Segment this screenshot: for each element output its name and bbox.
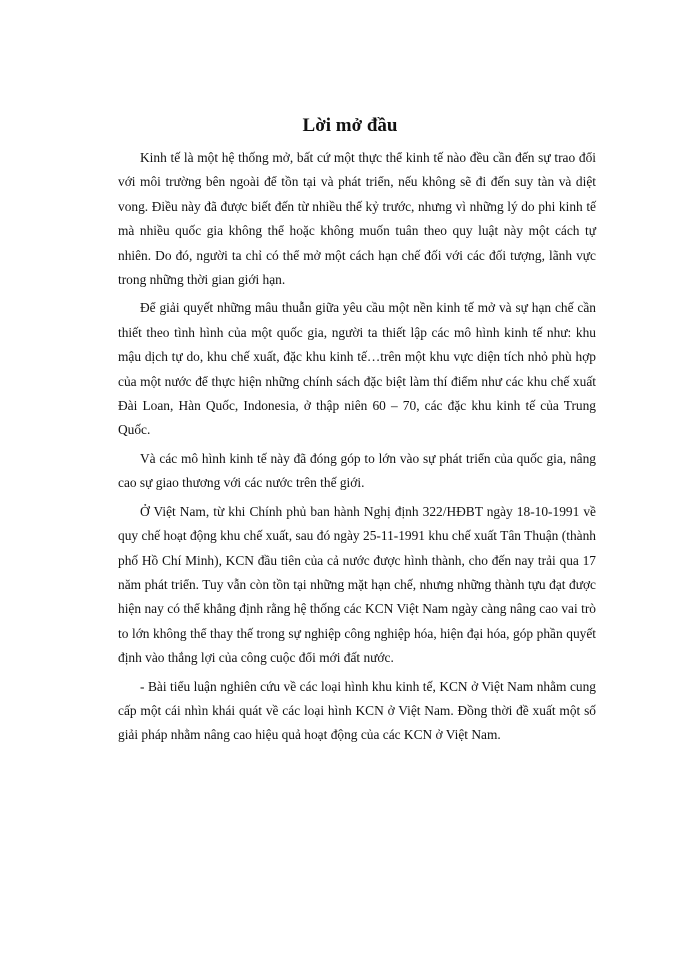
page-title: Lời mở đầu bbox=[302, 115, 398, 136]
document-body bbox=[118, 146, 596, 752]
paragraph-contribution: Và các mô hình kinh tế này đã đóng góp to lớn vào sự phát triển của quốc gia, nâng cao sự giao thương với các nước trên thế giới. bbox=[118, 450, 596, 491]
paragraph-intro: Kinh tế là một hệ thống mở, bất cứ một thực thể kinh tế nào đều cần đến sự trao đổi với môi trường bên ngoài để tồn tại và phát triển, nếu không sẽ đi đến suy tàn và diệt vong. Điều này đã được biết đến từ nhiều thế kỷ trước, nhưng vì những lý do phi kinh tế mà nhiều quốc gia không thể hoặc không muốn tuân theo quy luật này một cách tự nhiên. Do đó, người ta chỉ có thể mở một cách hạn chế đối với các đối tượng, lãnh vực trong những thời gian giới hạn. bbox=[118, 150, 596, 288]
paragraph-economic-models: Để giải quyết những mâu thuẫn giữa yêu cầu một nền kinh tế mở và sự hạn chế cần thiết theo tình hình của một quốc gia, người ta thiết lập các mô hình kinh tế như: khu mậu dịch tự do, khu chế xuất, đặc khu kinh tế…trên một khu vực diện tích nhỏ phù hợp của một nước để thực hiện những chính sách đặc biệt làm thí điểm như các khu chế xuất Đài Loan, Hàn Quốc, Indonesia, ở thập niên 60 – 70, các đặc khu kinh tế của Trung Quốc. bbox=[118, 300, 596, 438]
paragraph-vietnam: Ở Việt Nam, từ khi Chính phủ ban hành Nghị định 322/HĐBT ngày 18-10-1991 về quy chế hoạt động khu chế xuất, sau đó ngày 25-11-1991 khu chế xuất Tân Thuận (thành phố Hồ Chí Minh), KCN đầu tiên của cả nước được hình thành, cho đến nay trải qua 17 năm phát triển. Tuy vẫn còn tồn tại những mặt hạn chế, nhưng những thành tựu đạt được hiện nay có thể khẳng định rằng hệ thống các KCN Việt Nam ngày càng nâng cao vai trò to lớn không thể thay thế trong sự nghiệp công nghiệp hóa, hiện đại hóa, góp phần quyết định vào thắng lợi của công cuộc đổi mới đất nước. bbox=[118, 503, 596, 666]
paragraph-essay-purpose: - Bài tiểu luận nghiên cứu về các loại hình khu kinh tế, KCN ở Việt Nam nhằm cung cấp một cái nhìn khái quát về các loại hình KCN ở Việt Nam. Đồng thời đề xuất một số giải pháp nhằm nâng cao hiệu quả hoạt động của các KCN ở Việt Nam. bbox=[118, 678, 596, 743]
